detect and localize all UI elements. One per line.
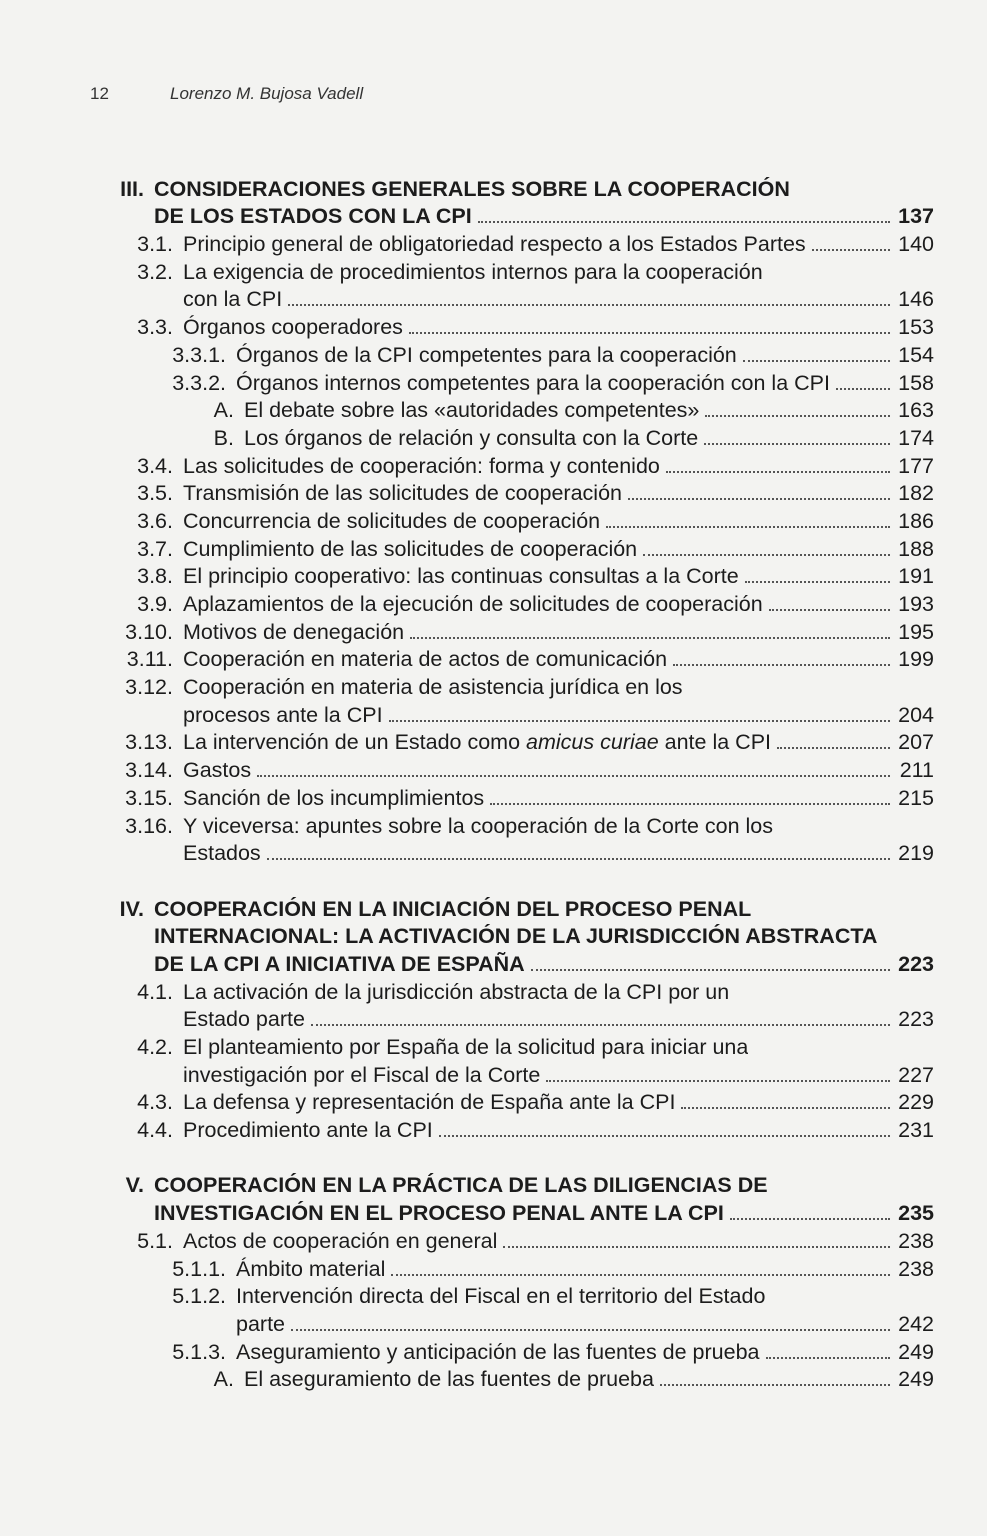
entry-page-number: 182 bbox=[898, 481, 934, 506]
entry-title: Las solicitudes de cooperación: forma y contenido bbox=[183, 453, 660, 478]
toc-chapter-line bbox=[86, 949, 934, 977]
toc-entry-line bbox=[86, 1088, 934, 1116]
entry-number: 3.1. bbox=[137, 232, 173, 257]
toc-entry-line bbox=[86, 479, 934, 507]
entry-title: INVESTIGACIÓN EN EL PROCESO PENAL ANTE LA CPI bbox=[154, 1201, 724, 1226]
entry-title: INTERNACIONAL: LA ACTIVACIÓN DE LA JURISDICCIÓN ABSTRACTA bbox=[154, 924, 878, 949]
entry-title: Ámbito material bbox=[236, 1256, 386, 1281]
leader-dots bbox=[777, 747, 890, 749]
toc-entry-line bbox=[86, 589, 934, 617]
toc-entry-line bbox=[86, 977, 934, 1005]
section-gap bbox=[86, 866, 934, 894]
entry-title: Sanción de los incumplimientos bbox=[183, 785, 485, 810]
entry-title: Concurrencia de solicitudes de cooperación bbox=[183, 508, 601, 533]
toc-entry-line bbox=[86, 229, 934, 257]
toc-entry-line bbox=[86, 1226, 934, 1254]
entry-page-number: 193 bbox=[898, 592, 934, 616]
leader-dots bbox=[769, 609, 890, 611]
entry-number: 4.1. bbox=[137, 979, 173, 1004]
toc-chapter-line bbox=[86, 1171, 934, 1199]
entry-title: Aseguramiento y anticipación de las fuentes de prueba bbox=[236, 1339, 760, 1364]
entry-number: 3.15. bbox=[125, 785, 173, 810]
entry-title: Órganos de la CPI competentes para la cooperación bbox=[236, 342, 737, 367]
entry-page-number: 158 bbox=[898, 370, 934, 395]
entry-title: CONSIDERACIONES GENERALES SOBRE LA COOPERACIÓN bbox=[154, 176, 790, 201]
leader-dots bbox=[681, 1107, 890, 1109]
toc-entry-line bbox=[86, 700, 934, 728]
entry-title: COOPERACIÓN EN LA PRÁCTICA DE LAS DILIGENCIAS DE bbox=[154, 1173, 768, 1198]
entry-title: El principio cooperativo: las continuas consultas a la Corte bbox=[183, 564, 739, 589]
entry-number: 3.14. bbox=[125, 758, 173, 783]
entry-page-number: 174 bbox=[898, 425, 934, 450]
entry-number: 3.3. bbox=[137, 315, 173, 340]
entry-number: 3.9. bbox=[137, 592, 173, 616]
toc-entry-line bbox=[86, 423, 934, 451]
leader-dots bbox=[606, 526, 890, 528]
toc-entry-line bbox=[86, 755, 934, 783]
toc-entry-line bbox=[86, 506, 934, 534]
toc-entry-line bbox=[86, 672, 934, 700]
entry-number: B. bbox=[213, 425, 234, 450]
section-gap bbox=[86, 1143, 934, 1171]
leader-dots bbox=[531, 969, 890, 971]
entry-title: Motivos de denegación bbox=[183, 619, 405, 644]
toc-chapter-line bbox=[86, 922, 934, 950]
entry-page-number: 223 bbox=[898, 951, 934, 976]
entry-number: 3.16. bbox=[125, 813, 173, 838]
leader-dots bbox=[503, 1246, 890, 1248]
author-name: Lorenzo M. Bujosa Vadell bbox=[170, 84, 364, 103]
leader-dots bbox=[812, 249, 890, 251]
entry-title: investigación por el Fiscal de la Corte bbox=[183, 1062, 541, 1087]
leader-dots bbox=[704, 443, 890, 445]
toc-chapter-line bbox=[86, 894, 934, 922]
entry-page-number: 195 bbox=[898, 619, 934, 644]
entry-number: IV. bbox=[119, 896, 144, 921]
leader-dots bbox=[311, 1024, 890, 1026]
entry-title: Intervención directa del Fiscal en el territorio del Estado bbox=[236, 1284, 766, 1309]
toc-chapter-line bbox=[86, 202, 934, 230]
entry-number: 3.7. bbox=[137, 536, 173, 561]
leader-dots bbox=[643, 554, 890, 556]
toc-entry-line bbox=[86, 617, 934, 645]
entry-number: V. bbox=[125, 1173, 144, 1198]
entry-title: con la CPI bbox=[183, 287, 283, 312]
running-head bbox=[90, 84, 363, 104]
leader-dots bbox=[410, 637, 890, 639]
leader-dots bbox=[705, 415, 890, 417]
entry-title: DE LA CPI A INICIATIVA DE ESPAÑA bbox=[154, 951, 525, 976]
toc-entry-line bbox=[86, 1309, 934, 1337]
entry-number: 5.1. bbox=[137, 1228, 173, 1253]
entry-title: Gastos bbox=[183, 758, 252, 783]
entry-number: 5.1.2. bbox=[172, 1284, 226, 1309]
entry-page-number: 137 bbox=[898, 204, 934, 229]
entry-title: parte bbox=[236, 1311, 286, 1336]
entry-page-number: 229 bbox=[898, 1090, 934, 1115]
entry-page-number: 211 bbox=[899, 758, 934, 783]
toc-entry-line bbox=[86, 645, 934, 673]
entry-number: 3.4. bbox=[137, 453, 173, 478]
toc-chapter-line bbox=[86, 174, 934, 202]
entry-page-number: 249 bbox=[898, 1367, 934, 1392]
toc-entry-line bbox=[86, 783, 934, 811]
toc-entry-line bbox=[86, 312, 934, 340]
leader-dots bbox=[730, 1218, 890, 1220]
leader-dots bbox=[743, 360, 890, 362]
entry-title: Principio general de obligatoriedad respecto a los Estados Partes bbox=[183, 232, 806, 257]
toc-entry-line bbox=[86, 1282, 934, 1310]
leader-dots bbox=[836, 388, 890, 390]
entry-title: Estado parte bbox=[183, 1007, 305, 1032]
entry-number: 3.10. bbox=[125, 619, 173, 644]
entry-title: Órganos cooperadores bbox=[183, 315, 403, 340]
entry-title: Estados bbox=[183, 841, 261, 866]
toc-entry-line bbox=[86, 340, 934, 368]
entry-title: Cooperación en materia de asistencia jurídica en los bbox=[183, 675, 683, 700]
entry-page-number: 154 bbox=[898, 342, 934, 367]
leader-dots bbox=[389, 720, 890, 722]
entry-title: Y viceversa: apuntes sobre la cooperación de la Corte con los bbox=[183, 813, 774, 838]
entry-title: Aplazamientos de la ejecución de solicitudes de cooperación bbox=[183, 592, 763, 616]
leader-dots bbox=[628, 498, 890, 500]
entry-number: 4.4. bbox=[137, 1118, 173, 1143]
entry-number: 4.2. bbox=[137, 1035, 173, 1059]
toc-entry-line bbox=[86, 1005, 934, 1033]
entry-page-number: 186 bbox=[898, 508, 934, 533]
entry-page-number: 153 bbox=[898, 315, 934, 340]
leader-dots bbox=[490, 803, 890, 805]
entry-number: 5.1.1. bbox=[172, 1256, 226, 1281]
entry-page-number: 146 bbox=[898, 287, 934, 312]
entry-page-number: 249 bbox=[898, 1339, 934, 1364]
toc-entry-line bbox=[86, 451, 934, 479]
entry-page-number: 231 bbox=[898, 1118, 934, 1143]
entry-page-number: 242 bbox=[898, 1311, 934, 1336]
leader-dots bbox=[439, 1135, 890, 1137]
leader-dots bbox=[766, 1357, 890, 1359]
entry-title: Cumplimiento de las solicitudes de cooperación bbox=[183, 536, 638, 561]
toc-entry-line bbox=[86, 1254, 934, 1282]
toc-entry-line bbox=[86, 811, 934, 839]
entry-number: 3.13. bbox=[125, 730, 173, 755]
table-of-contents bbox=[86, 174, 934, 1392]
entry-number: 3.6. bbox=[137, 508, 173, 533]
entry-title: El planteamiento por España de la solicitud para iniciar una bbox=[183, 1035, 749, 1059]
entry-title: La intervención de un Estado como amicus curiae ante la CPI bbox=[183, 730, 772, 755]
entry-page-number: 223 bbox=[898, 1007, 934, 1032]
entry-title: Los órganos de relación y consulta con la Corte bbox=[244, 425, 699, 450]
entry-title: procesos ante la CPI bbox=[183, 702, 383, 727]
entry-page-number: 215 bbox=[898, 785, 934, 810]
leader-dots bbox=[267, 858, 890, 860]
toc-entry-line bbox=[86, 368, 934, 396]
entry-number: 3.2. bbox=[137, 259, 173, 284]
leader-dots bbox=[673, 664, 890, 666]
toc-entry-line bbox=[86, 1032, 934, 1060]
toc-entry-line bbox=[86, 1060, 934, 1088]
entry-title: Procedimiento ante la CPI bbox=[183, 1118, 433, 1143]
entry-page-number: 238 bbox=[898, 1228, 934, 1253]
entry-page-number: 235 bbox=[898, 1201, 934, 1226]
entry-number: A. bbox=[213, 1367, 234, 1392]
toc-entry-line bbox=[86, 1337, 934, 1365]
entry-page-number: 177 bbox=[898, 453, 934, 478]
leader-dots bbox=[660, 1384, 890, 1386]
entry-number: 4.3. bbox=[137, 1090, 173, 1115]
toc-entry-line bbox=[86, 396, 934, 424]
entry-title: La activación de la jurisdicción abstracta de la CPI por un bbox=[183, 979, 730, 1004]
toc-entry-line bbox=[86, 1365, 934, 1393]
entry-title: DE LOS ESTADOS CON LA CPI bbox=[154, 204, 472, 229]
leader-dots bbox=[478, 221, 890, 223]
entry-number: A. bbox=[213, 398, 234, 423]
entry-number: 3.11. bbox=[126, 647, 173, 672]
toc-chapter-line bbox=[86, 1198, 934, 1226]
leader-dots bbox=[546, 1080, 890, 1082]
toc-entry-line bbox=[86, 285, 934, 313]
entry-number: III. bbox=[120, 176, 144, 201]
entry-page-number: 188 bbox=[898, 536, 934, 561]
entry-number: 5.1.3. bbox=[172, 1339, 226, 1364]
entry-number: 3.8. bbox=[137, 564, 173, 589]
entry-title: Cooperación en materia de actos de comunicación bbox=[183, 647, 668, 672]
entry-number: 3.3.2. bbox=[172, 370, 226, 395]
entry-page-number: 163 bbox=[898, 398, 934, 423]
entry-title: Actos de cooperación en general bbox=[183, 1228, 498, 1253]
leader-dots bbox=[288, 304, 890, 306]
toc-entry-line bbox=[86, 562, 934, 590]
leader-dots bbox=[291, 1329, 890, 1331]
toc-entry-line bbox=[86, 1115, 934, 1143]
toc-entry-line bbox=[86, 839, 934, 867]
entry-page-number: 207 bbox=[898, 730, 934, 755]
entry-page-number: 140 bbox=[898, 232, 934, 257]
entry-page-number: 219 bbox=[898, 841, 934, 866]
entry-title: La exigencia de procedimientos internos para la cooperación bbox=[183, 259, 763, 284]
entry-page-number: 204 bbox=[898, 702, 934, 727]
entry-title: Órganos internos competentes para la cooperación con la CPI bbox=[236, 370, 830, 395]
leader-dots bbox=[666, 471, 890, 473]
entry-page-number: 238 bbox=[898, 1256, 934, 1281]
entry-number: 3.5. bbox=[137, 481, 173, 506]
toc-entry-line bbox=[86, 534, 934, 562]
entry-number: 3.12. bbox=[125, 675, 173, 700]
entry-title: La defensa y representación de España ante la CPI bbox=[183, 1090, 676, 1115]
leader-dots bbox=[745, 581, 890, 583]
entry-page-number: 191 bbox=[898, 564, 934, 589]
toc-entry-line bbox=[86, 728, 934, 756]
entry-page-number: 227 bbox=[898, 1062, 934, 1087]
entry-title: COOPERACIÓN EN LA INICIACIÓN DEL PROCESO PENAL bbox=[154, 896, 752, 921]
leader-dots bbox=[391, 1274, 890, 1276]
leader-dots bbox=[257, 775, 890, 777]
entry-page-number: 199 bbox=[898, 647, 934, 672]
page-number: 12 bbox=[90, 84, 109, 103]
leader-dots bbox=[409, 332, 890, 334]
entry-number: 3.3.1. bbox=[172, 342, 226, 367]
toc-entry-line bbox=[86, 257, 934, 285]
entry-title: Transmisión de las solicitudes de cooperación bbox=[183, 481, 622, 506]
entry-title: El aseguramiento de las fuentes de prueba bbox=[244, 1367, 654, 1392]
entry-title: El debate sobre las «autoridades competentes» bbox=[244, 398, 700, 423]
